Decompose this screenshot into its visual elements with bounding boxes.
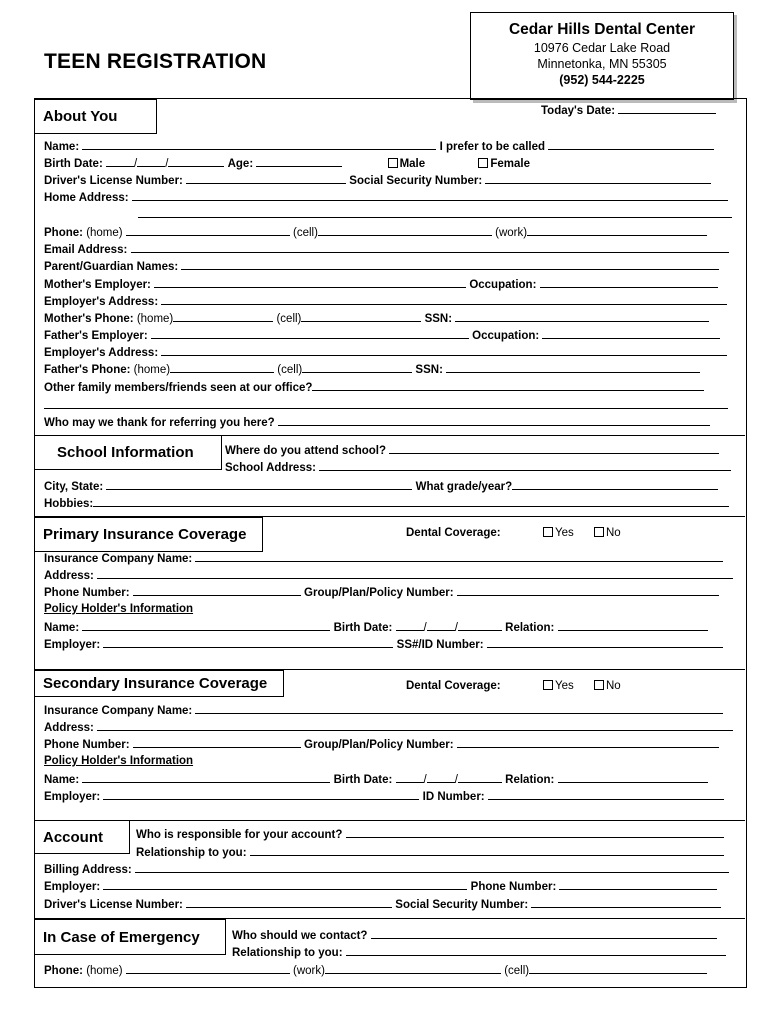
section-emergency: In Case of Emergency	[34, 919, 226, 955]
name-input[interactable]	[82, 139, 436, 150]
secondary-no-option[interactable]: No	[594, 679, 621, 693]
primary-phone-input[interactable]	[133, 585, 301, 596]
home-phone-input[interactable]	[126, 225, 290, 236]
others-input[interactable]	[312, 380, 704, 391]
account-phone-input[interactable]	[559, 879, 717, 890]
birth-row: Birth Date: / / Age: Male Female	[44, 158, 530, 170]
section-account: Account	[34, 820, 130, 854]
mother-phone-row: Mother's Phone: (home) (cell) SSN:	[44, 311, 709, 326]
primary-company-row: Insurance Company Name:	[44, 551, 723, 566]
secondary-relation-input[interactable]	[558, 772, 708, 783]
secondary-address-row: Address:	[44, 720, 733, 735]
name-row: Name: I prefer to be called	[44, 139, 714, 154]
home-address-line2	[138, 207, 732, 222]
account-relationship-row: Relationship to you:	[136, 845, 724, 860]
others-input-2[interactable]	[44, 398, 728, 409]
male-checkbox[interactable]	[388, 158, 398, 168]
birth-month-input[interactable]	[106, 156, 134, 167]
father-ssn-input[interactable]	[446, 362, 700, 373]
secondary-phone-row: Phone Number: Group/Plan/Policy Number:	[44, 737, 719, 752]
account-ssn-input[interactable]	[531, 897, 721, 908]
primary-phone-row: Phone Number: Group/Plan/Policy Number:	[44, 585, 719, 600]
father-employer-address-row: Employer's Address:	[44, 345, 727, 360]
school-address-input[interactable]	[319, 460, 731, 471]
age-input[interactable]	[256, 156, 342, 167]
secondary-holder-name-input[interactable]	[82, 772, 330, 783]
guardian-row: Parent/Guardian Names:	[44, 259, 719, 274]
primary-no-option[interactable]: No	[594, 526, 621, 540]
phone-row: Phone: (home) (cell) (work)	[44, 225, 707, 240]
birth-year-input[interactable]	[168, 156, 224, 167]
account-responsible-input[interactable]	[346, 827, 724, 838]
cell-phone-input[interactable]	[318, 225, 492, 236]
secondary-holder-name-row: Name: Birth Date: / / Relation:	[44, 772, 708, 787]
primary-employer-row: Employer: SS#/ID Number:	[44, 637, 723, 652]
primary-yes-option[interactable]: Yes	[543, 526, 574, 540]
hobbies-row: Hobbies:	[44, 496, 729, 511]
section-primary-insurance: Primary Insurance Coverage	[34, 517, 263, 552]
email-row: Email Address:	[44, 242, 729, 257]
secondary-company-row: Insurance Company Name:	[44, 703, 723, 718]
mother-cell-phone-input[interactable]	[301, 311, 421, 322]
home-address-row: Home Address:	[44, 190, 728, 205]
grade-input[interactable]	[512, 479, 718, 490]
emergency-cell-phone-input[interactable]	[529, 963, 707, 974]
clinic-name: Cedar Hills Dental Center	[508, 21, 696, 38]
father-phone-row: Father's Phone: (home) (cell) SSN:	[44, 362, 700, 377]
primary-holder-heading: Policy Holder's Information	[44, 603, 194, 615]
father-employer-row: Father's Employer: Occupation:	[44, 328, 720, 343]
account-responsible-row: Who is responsible for your account?	[136, 827, 724, 842]
mother-employer-address-row: Employer's Address:	[44, 294, 727, 309]
section-school: School Information	[34, 435, 222, 470]
secondary-no-checkbox[interactable]	[594, 680, 604, 690]
account-license-input[interactable]	[186, 897, 392, 908]
secondary-holder-heading: Policy Holder's Information	[44, 755, 194, 767]
father-employer-input[interactable]	[151, 328, 469, 339]
primary-birth-month[interactable]	[396, 620, 424, 631]
home-address-input[interactable]	[132, 190, 728, 201]
preferred-name-input[interactable]	[548, 139, 714, 150]
primary-yes-checkbox[interactable]	[543, 527, 553, 537]
mother-ssn-input[interactable]	[455, 311, 709, 322]
clinic-address-2: Minnetonka, MN 55305	[537, 57, 667, 71]
mother-home-phone-input[interactable]	[173, 311, 273, 322]
emergency-contact-row: Who should we contact?	[232, 928, 717, 943]
secondary-address-input[interactable]	[97, 720, 733, 731]
primary-no-checkbox[interactable]	[594, 527, 604, 537]
account-relationship-input[interactable]	[250, 845, 724, 856]
account-employer-row: Employer: Phone Number:	[44, 879, 717, 894]
clinic-address-1: 10976 Cedar Lake Road	[533, 41, 671, 55]
email-input[interactable]	[131, 242, 729, 253]
father-cell-phone-input[interactable]	[302, 362, 412, 373]
primary-address-row: Address:	[44, 568, 733, 583]
license-row: Driver's License Number: Social Security Number:	[44, 173, 711, 188]
mother-employer-input[interactable]	[154, 277, 466, 288]
primary-relation-input[interactable]	[558, 620, 708, 631]
page-title: TEEN REGISTRATION	[44, 50, 267, 73]
secondary-employer-row: Employer: ID Number:	[44, 789, 724, 804]
hobbies-input[interactable]	[93, 496, 729, 507]
section-about-you: About You	[34, 99, 157, 134]
city-row: City, State: What grade/year?	[44, 479, 718, 494]
father-employer-address-input[interactable]	[161, 345, 727, 356]
secondary-birth-day[interactable]	[427, 772, 455, 783]
primary-id-input[interactable]	[487, 637, 723, 648]
secondary-yes-option[interactable]: Yes	[543, 679, 574, 693]
others-line2	[44, 398, 728, 413]
emergency-work-phone-input[interactable]	[325, 963, 501, 974]
primary-dental-coverage: Dental Coverage:	[406, 527, 501, 539]
school-attend-row: Where do you attend school?	[225, 443, 719, 458]
secondary-birth-month[interactable]	[396, 772, 424, 783]
secondary-phone-input[interactable]	[133, 737, 301, 748]
secondary-company-input[interactable]	[195, 703, 723, 714]
others-row: Other family members/friends seen at our office?	[44, 380, 704, 395]
school-address-row: School Address:	[225, 460, 731, 475]
divider	[34, 820, 745, 821]
ssn-input[interactable]	[485, 173, 711, 184]
female-checkbox[interactable]	[478, 158, 488, 168]
father-home-phone-input[interactable]	[170, 362, 274, 373]
emergency-relationship-row: Relationship to you:	[232, 945, 726, 960]
account-license-row: Driver's License Number: Social Security Number:	[44, 897, 721, 912]
primary-group-input[interactable]	[457, 585, 719, 596]
license-input[interactable]	[186, 173, 346, 184]
mother-employer-row: Mother's Employer: Occupation:	[44, 277, 718, 292]
mother-employer-address-input[interactable]	[161, 294, 727, 305]
secondary-dental-coverage: Dental Coverage:	[406, 680, 501, 692]
emergency-home-phone-input[interactable]	[126, 963, 290, 974]
primary-address-input[interactable]	[97, 568, 733, 579]
section-secondary-insurance: Secondary Insurance Coverage	[34, 670, 284, 697]
school-attend-input[interactable]	[389, 443, 719, 454]
guardian-input[interactable]	[181, 259, 719, 270]
clinic-phone: (952) 544-2225	[559, 73, 645, 87]
birth-day-input[interactable]	[137, 156, 165, 167]
todays-date-field[interactable]: Today's Date:	[541, 103, 716, 118]
primary-company-input[interactable]	[195, 551, 723, 562]
secondary-yes-checkbox[interactable]	[543, 680, 553, 690]
referral-row: Who may we thank for referring you here?	[44, 415, 710, 430]
secondary-group-input[interactable]	[457, 737, 719, 748]
emergency-relationship-input[interactable]	[346, 945, 726, 956]
father-occupation-input[interactable]	[542, 328, 720, 339]
primary-birth-day[interactable]	[427, 620, 455, 631]
mother-occupation-input[interactable]	[540, 277, 718, 288]
emergency-contact-input[interactable]	[371, 928, 717, 939]
secondary-birth-year[interactable]	[458, 772, 502, 783]
referral-input[interactable]	[278, 415, 710, 426]
billing-row: Billing Address:	[44, 862, 729, 877]
emergency-phone-row: Phone: (home) (work) (cell)	[44, 963, 707, 978]
primary-birth-year[interactable]	[458, 620, 502, 631]
account-employer-input[interactable]	[103, 879, 467, 890]
billing-address-input[interactable]	[135, 862, 729, 873]
primary-holder-name-row: Name: Birth Date: / / Relation:	[44, 620, 708, 635]
primary-employer-input[interactable]	[103, 637, 393, 648]
home-address-input-2[interactable]	[138, 207, 732, 218]
secondary-employer-input[interactable]	[103, 789, 419, 800]
primary-holder-name-input[interactable]	[82, 620, 330, 631]
city-state-input[interactable]	[106, 479, 412, 490]
work-phone-input[interactable]	[527, 225, 707, 236]
clinic-info-box	[470, 12, 734, 100]
secondary-id-input[interactable]	[488, 789, 724, 800]
